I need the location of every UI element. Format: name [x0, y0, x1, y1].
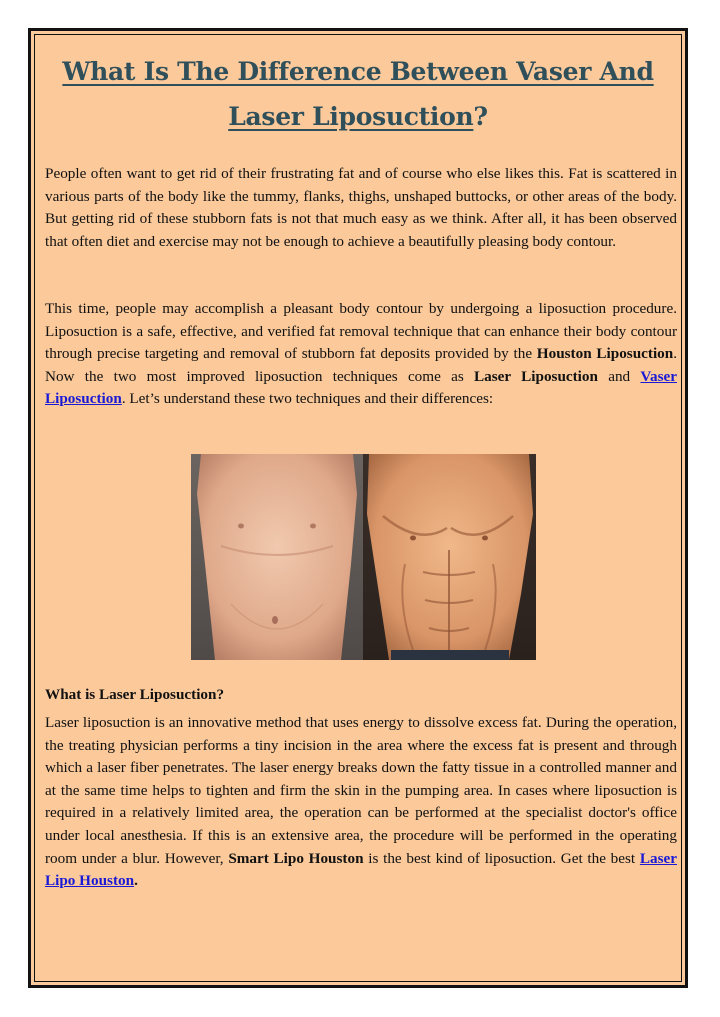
section-heading: What is Laser Liposuction?	[45, 686, 225, 703]
intro-paragraph-text: People often want to get rid of their frustrating fat and of course who else likes this. Fat is scattered in various parts of the body like the tummy, flanks, thighs, unshaped buttocks, or other areas of the body. But getting rid of these stubborn fats is not that much easy as we think. After all, it has been observed that often diet and exercise may not be enough to achieve a beautifully pleasing body contour.	[45, 165, 677, 250]
text-run: This time, people may accomplish a pleasant body contour by undergoing a liposuction procedure. Liposuction is a safe, effective, and verified fat removal technique that can enhance their body contour through precise targeting and removal of stubborn fat deposits provided by the	[45, 300, 677, 363]
text-run: . Let’s understand these two techniques and their differences:	[121, 390, 494, 408]
text-run: . Now the two most improved liposuction techniques come as	[45, 345, 677, 385]
bold-houston-liposuction: Houston Liposuction	[536, 345, 674, 363]
title-question-mark: ?	[473, 102, 488, 131]
before-after-photo	[191, 454, 536, 660]
vaser-liposuction-link[interactable]: Vaser Liposuction	[45, 367, 677, 408]
text-run: is the best kind of liposuction. Get the best	[363, 849, 640, 867]
laser-liposuction-paragraph-text	[45, 712, 677, 893]
text-run: and	[597, 367, 641, 385]
title-line-2: Laser Liposuction	[228, 102, 474, 131]
liposuction-paragraph	[45, 298, 677, 411]
bold-smart-lipo-houston: Smart Lipo Houston	[228, 849, 364, 867]
intro-paragraph	[45, 163, 677, 253]
liposuction-paragraph-text	[45, 298, 677, 411]
text-run: .	[134, 872, 138, 890]
document-page	[28, 28, 688, 988]
laser-lipo-houston-link[interactable]: Laser Lipo Houston	[45, 849, 678, 890]
title-line-1: What Is The Difference Between Vaser And	[62, 57, 654, 86]
page-title	[41, 49, 675, 139]
laser-liposuction-paragraph	[45, 712, 677, 893]
text-run: Laser liposuction is an innovative method that uses energy to dissolve excess fat. During the operation, the treating physician performs a tiny incision in the area where the excess fat is present and through which a laser fiber penetrates. The laser energy breaks down the fatty tissue in a controlled manner and at the same time helps to tighten and firm the skin in the pumping area. In cases where liposuction is required in a relatively limited area, the operation can be performed at the specialist doctor's office under local anesthesia. If this is an extensive area, the procedure will be performed in the operating room under a blur. However,	[45, 714, 677, 867]
bold-laser-liposuction: Laser Liposuction	[474, 367, 598, 385]
before-after-torso-image	[191, 454, 536, 660]
